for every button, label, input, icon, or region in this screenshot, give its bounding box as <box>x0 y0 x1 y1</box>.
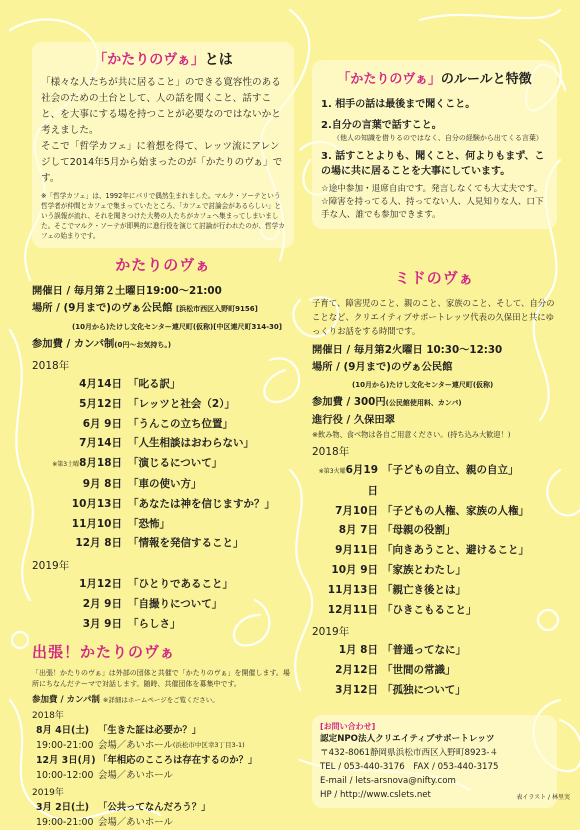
katari-place-addr: [浜松市西区入野町9156] <box>175 305 258 313</box>
intro-note: ※「哲学カフェ」は、1992年にパリで偶然生まれました。マルク・ソーテという哲学者が仲間とカフェで集まっていたところ、「カフェで討論会があるらしい」という誤報が流れ、それを聞きつけた大勢の人たちがカフェへ集まってしまいました。そこでマルク・ソーテが即興的に進行役を演じて討論が行われたのが、哲学カフェの始まりです。 <box>41 192 285 240</box>
mido-description: 子育て、障害児のこと、親のこと、家族のこと、そして、自分のことなど、クリエイティブサポートレッツ代表の久保田と共にゆっくりお話をする時間です。 <box>312 298 555 336</box>
mido-event-row <box>312 661 557 681</box>
shutcho-event-date: 8月 4日(土) <box>36 724 90 736</box>
katari-event-title: 「恐怖」 <box>128 517 170 530</box>
shutcho-event-detail <box>32 815 294 830</box>
mido-section <box>312 267 557 701</box>
katari-section <box>32 254 294 635</box>
shutcho-section <box>32 641 294 830</box>
katari-event-row <box>32 615 294 635</box>
illustration-credit: 表イラスト / 林里実 <box>516 794 570 801</box>
shutcho-event-date: 12月 3日(月) <box>36 754 96 766</box>
katari-event-date: 3月 9日 <box>82 617 122 630</box>
katari-place-line2 <box>32 318 294 336</box>
katari-events-2018 <box>32 375 294 554</box>
katari-event-title: 「うんこの立ち位置」 <box>128 417 233 430</box>
contact-tel-fax: TEL / 053-440-3176 FAX / 053-440-3175 <box>320 761 499 772</box>
katari-event-date: 11月10日 <box>71 517 122 530</box>
shutcho-event-row <box>32 723 294 738</box>
right-column <box>312 60 557 808</box>
katari-event-row <box>32 515 294 535</box>
shutcho-event-row <box>32 800 294 815</box>
mido-event-title: 「普通ってなに」 <box>382 644 466 657</box>
mido-event-row <box>312 601 557 621</box>
contact-address: 〒432-8061静岡県浜松市西区入野町8923-４ <box>320 747 499 758</box>
shutcho-description: 「出張！かたりのヴぁ」は外部の団体と共催で「かたりのヴぁ」を開催します。場所にちなんだテーマで対話します。随時、共催団体を募集中です。 <box>32 668 290 688</box>
katari-event-title: 「車の使い方」 <box>128 477 202 490</box>
mido-event-date: 10月 9日 <box>331 563 378 576</box>
shutcho-year-2018: 2018年 <box>32 710 64 721</box>
shutcho-events-2019 <box>32 800 294 830</box>
rule-item-2-note: （他人の知識を借りるのではなく、自分の経験から出てくる言葉） <box>333 134 543 142</box>
shutcho-event-time: 19:00-21:00 <box>36 739 94 751</box>
katari-events-2019 <box>32 575 294 634</box>
mido-event-title: 「親亡き後とは」 <box>382 583 466 596</box>
katari-event-date-note: ※第3土曜 <box>52 461 80 469</box>
mido-title: ミドのヴぁ <box>394 269 475 287</box>
katari-place-label: 場所 / (9月まで)のヴぁ公民館 <box>32 302 173 314</box>
katari-event-date: ※第3土曜8月18日 <box>52 457 122 470</box>
katari-event-date: 1月12日 <box>79 578 122 591</box>
shutcho-event-venue: 会場／あいホール <box>98 739 173 751</box>
mido-year-2018: 2018年 <box>312 446 350 458</box>
katari-event-date: 4月14日 <box>79 378 122 390</box>
katari-event-date: 2月 9日 <box>82 597 122 610</box>
mido-host-line: 進行役 / 久保田翠 <box>312 414 396 426</box>
left-column <box>32 42 294 830</box>
katari-fee-label: 参加費 / カンパ制 <box>32 338 115 350</box>
katari-event-row <box>32 395 294 415</box>
mido-place-line: 場所 / (9月まで)のヴぁ公民館 <box>312 361 453 373</box>
shutcho-fee-note: ※詳細はホームページをご覧ください。 <box>102 695 219 704</box>
rule-item-1: 1. 相手の話は最後まで聞くこと。 <box>321 99 476 110</box>
mido-event-title: 「孤独について」 <box>382 683 466 696</box>
shutcho-title: 出張！かたりのヴぁ <box>32 642 176 661</box>
katari-event-row <box>32 475 294 495</box>
rules-title-name: 「かたりのヴぁ」 <box>337 72 441 87</box>
mido-event-date: 7月10日 <box>335 504 378 517</box>
mido-events-2018 <box>312 461 557 620</box>
mido-event-date: 9月11日 <box>335 544 378 557</box>
katari-event-date: 5月12日 <box>79 397 122 410</box>
katari-place2-label: (10月から)たけし文化センター連尺町 <box>72 323 193 331</box>
rules-title <box>321 68 548 87</box>
katari-event-date: 7月14日 <box>79 437 122 450</box>
katari-title: かたりのヴぁ <box>115 256 211 274</box>
mido-event-date: 8月 7日 <box>338 524 378 537</box>
mido-fee-label: 参加費 / 300円 <box>312 396 386 408</box>
katari-event-title: 「自撮りについて」 <box>128 597 223 610</box>
katari-event-row <box>32 495 294 515</box>
intro-section <box>32 42 294 248</box>
mido-event-title: 「世間の常識」 <box>382 664 456 677</box>
mido-event-date: 1月 8日 <box>338 644 378 657</box>
katari-place-line <box>32 300 294 318</box>
katari-event-title: 「レッツと社会（2）」 <box>128 397 235 410</box>
contact-org: 認定NPO法人クリエイティブサポートレッツ <box>320 733 495 744</box>
katari-event-title: 「あなたは神を信じますか？」 <box>128 497 275 510</box>
intro-title <box>41 49 285 69</box>
katari-event-row <box>32 454 294 475</box>
shutcho-event-venue-note: (浜松市中区幸3丁目3-1) <box>172 740 245 749</box>
mido-event-title: 「向きあうこと、避けること」 <box>382 544 529 557</box>
intro-title-name: 「かたりのヴぁ」 <box>93 52 205 68</box>
mido-place2-note: (仮称) <box>472 381 494 389</box>
mido-event-title: 「母親の役割」 <box>382 524 456 537</box>
mido-event-row <box>312 561 557 581</box>
katari-event-row <box>32 595 294 615</box>
katari-event-title: 「人生相談はおわらない」 <box>128 437 254 450</box>
shutcho-events-2018 <box>32 723 294 783</box>
katari-event-title: 「ひとりであること」 <box>128 578 233 591</box>
shutcho-event-date: 3月 2日(土) <box>36 801 90 813</box>
mido-event-date-note: ※第3火曜 <box>318 468 346 475</box>
mido-event-row <box>312 521 557 541</box>
mido-event-row <box>312 461 557 502</box>
mido-event-date: 12月11日 <box>327 603 378 616</box>
mido-food-note: ※飲み物、食べ物は各自ご用意ください。(持ち込み大歓迎！) <box>312 430 511 439</box>
katari-event-row <box>32 434 294 454</box>
rules-note-2: ☆障害を持ってる人、持ってない人、人見知りな人、口下手な人、誰でも参加できます。 <box>321 197 544 220</box>
mido-event-date: 11月13日 <box>327 583 378 596</box>
mido-event-title: 「子どもの自立、親の自立」 <box>382 464 519 476</box>
katari-fee-line <box>32 336 294 354</box>
shutcho-event-detail <box>32 768 294 783</box>
shutcho-year-2019: 2019年 <box>32 787 64 798</box>
katari-event-date: 9月 8日 <box>82 477 122 490</box>
mido-fee-note: (公民館使用料、カンパ) <box>385 399 462 407</box>
shutcho-fee-line <box>32 693 294 705</box>
mido-event-title: 「子どもの人権、家族の人権」 <box>382 504 529 517</box>
mido-event-date: 3月12日 <box>335 683 378 696</box>
mido-event-row <box>312 581 557 601</box>
shutcho-event-venue: 会場／あいホール <box>98 816 173 828</box>
rule-item-3: 3. 話すことよりも、聞くこと、何よりもまず、この場に共に居ることを大事にしています。 <box>321 151 545 177</box>
shutcho-event-row <box>32 753 294 768</box>
katari-date-line: 開催日 / 毎月第２土曜日19:00～21:00 <box>32 285 222 297</box>
mido-fee-line <box>312 394 557 412</box>
shutcho-event-title: 「公共ってなんだろう？」 <box>98 801 211 813</box>
intro-paragraph-2: そこで「哲学カフェ」に着想を得て、レッツ流にアレンジして2014年5月から始まったのが「かたりのヴぁ」です。 <box>41 141 283 184</box>
rules-title-suffix: のルールと特徴 <box>440 72 532 87</box>
katari-year-2019: 2019年 <box>32 560 70 573</box>
rules-section <box>312 60 557 229</box>
shutcho-event-title: 「生きた証は必要か？」 <box>98 724 202 736</box>
katari-year-2018: 2018年 <box>32 360 70 372</box>
katari-event-date: 10月13日 <box>71 497 122 510</box>
mido-event-date: 2月12日 <box>335 664 378 677</box>
rule-item-2: 2.自分の言葉で話すこと。 <box>321 120 442 131</box>
katari-fee-note: (0円～お気持ち。) <box>114 341 172 349</box>
mido-event-row <box>312 681 557 701</box>
mido-event-row <box>312 641 557 661</box>
contact-homepage[interactable]: HP / http://www.cslets.net <box>320 789 431 800</box>
mido-event-date: ※第3火曜6月19日 <box>318 464 378 497</box>
mido-date-line: 開催日 / 毎月第2火曜日 10:30～12:30 <box>312 344 503 356</box>
mido-event-title: 「ひきこもること」 <box>382 603 477 616</box>
katari-event-row <box>32 375 294 395</box>
shutcho-event-venue: 会場／あいホール <box>98 769 173 781</box>
katari-event-row <box>32 534 294 554</box>
katari-event-title: 「らしさ」 <box>128 617 181 630</box>
rules-note-1: ☆途中参加・退席自由です。発言しなくても大丈夫です。 <box>321 184 543 194</box>
shutcho-event-detail <box>32 738 294 753</box>
mido-place-line2 <box>312 376 557 394</box>
mido-events-2019 <box>312 641 557 700</box>
contact-email[interactable]: E-mail / lets-arsnova@nifty.com <box>320 775 456 786</box>
intro-title-suffix: とは <box>204 52 233 68</box>
shutcho-event-time: 19:00-21:00 <box>36 816 94 828</box>
shutcho-event-title: 「年相応のこころは存在するのか？」 <box>98 754 258 766</box>
katari-event-row <box>32 575 294 595</box>
katari-event-title: 「演じるについて」 <box>128 457 223 470</box>
contact-title: [お問い合わせ] <box>320 721 376 731</box>
shutcho-event-time: 10:00-12:00 <box>36 769 94 781</box>
mido-event-row <box>312 502 557 522</box>
katari-event-title: 「情報を発信すること」 <box>128 537 244 550</box>
katari-place2-note: (仮称)[中区連尺町314-30] <box>192 323 282 331</box>
katari-event-row <box>32 415 294 435</box>
mido-year-2019: 2019年 <box>312 626 350 639</box>
katari-event-date: 12月 8日 <box>75 537 122 550</box>
intro-paragraph-1: 「様々な人たちが共に居ること」のできる寛容性のある社会のための土台として、人の話を聞くこと、話すこと、を大事にする場を持つことが必要なのではないかと考えました。 <box>41 77 281 136</box>
mido-event-title: 「家族とわたし」 <box>382 563 466 576</box>
mido-place2-label: (10月から)たけし文化センター連尺町 <box>352 381 473 389</box>
katari-event-title: 「叱る訳」 <box>128 378 181 390</box>
katari-event-date: 6月 9日 <box>82 417 122 430</box>
mido-event-row <box>312 541 557 561</box>
shutcho-fee-label: 参加費 / カンパ制 <box>32 694 100 705</box>
